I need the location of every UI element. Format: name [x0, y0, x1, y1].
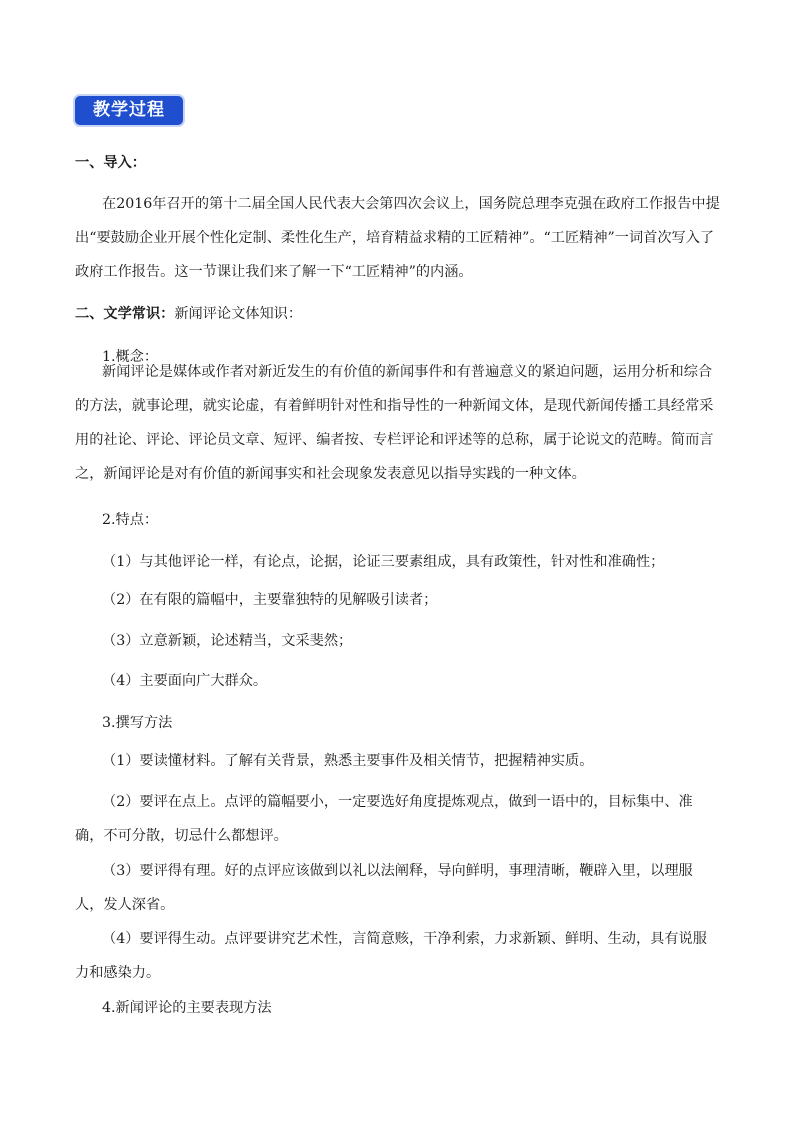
feature-item: （4）主要面向广大群众。: [102, 673, 268, 689]
method-item: （4）要评得生动。点评要讲究艺术性，言简意赅，干净利索，力求新颖、鲜明、生动，具有说服力和感染力。: [75, 931, 707, 981]
concept-paragraph: 新闻评论是媒体或作者对新近发生的有价值的新闻事件和有普遍意义的紧迫问题，运用分析和综合的方法，就事论理，就实论虚，有着鲜明针对性和指导性的一种新闻文体，是现代新闻传播工具经常采用的社论、评论、评论员文章、短评、编者按、专栏评论和评述等的总称，属于论说文的范畴。简而言之，新闻评论是对有价值的新闻事实和社会现象发表意见以指导实践的一种文体。: [75, 364, 714, 482]
method-item: （3）要评得有理。好的点评应该做到以礼以法阐释，导向鲜明，事理清晰，鞭辟入里，以理服人，发人深省。: [75, 863, 693, 913]
method-item: （2）要评在点上。点评的篇幅要小，一定要选好角度提炼观点，做到一语中的，目标集中、准确，不可分散，切忌什么都想评。: [75, 794, 693, 844]
concept-title: 1.概念：: [102, 349, 159, 365]
heading-literature: [75, 297, 721, 331]
feature-item: （2）在有限的篇幅中，主要靠独特的见解吸引读者；: [102, 592, 438, 608]
heading-literature-rest: 新闻评论文体知识：: [174, 306, 303, 322]
heading-literature-bold: 二、文学常识：: [75, 306, 175, 322]
feature-item: （3）立意新颖，论述精当，文采斐然；: [102, 633, 353, 649]
feature-item: （1）与其他评论一样，有论点，论据，论证三要素组成，具有政策性，针对性和准确性；: [102, 554, 665, 570]
features-title: 2.特点：: [102, 512, 159, 528]
method-item: （1）要读懂材料。了解有关背景，熟悉主要事件及相关情节，把握精神实质。: [102, 753, 594, 769]
section-badge: 教学过程: [75, 96, 183, 125]
intro-paragraph: 在2016年召开的第十二届全国人民代表大会第四次会议上，国务院总理李克强在政府工作报告中提出“要鼓励企业开展个性化定制、柔性化生产，培育精益求精的工匠精神”。“工匠精神”一词首次写入了政府工作报告。这一节课让我们来了解一下“工匠精神”的内涵。: [75, 196, 720, 280]
heading-intro: 一、导入：: [75, 155, 146, 171]
expression-title: 4.新闻评论的主要表现方法: [102, 1000, 272, 1016]
methods-title: 3.撰写方法: [102, 715, 173, 731]
